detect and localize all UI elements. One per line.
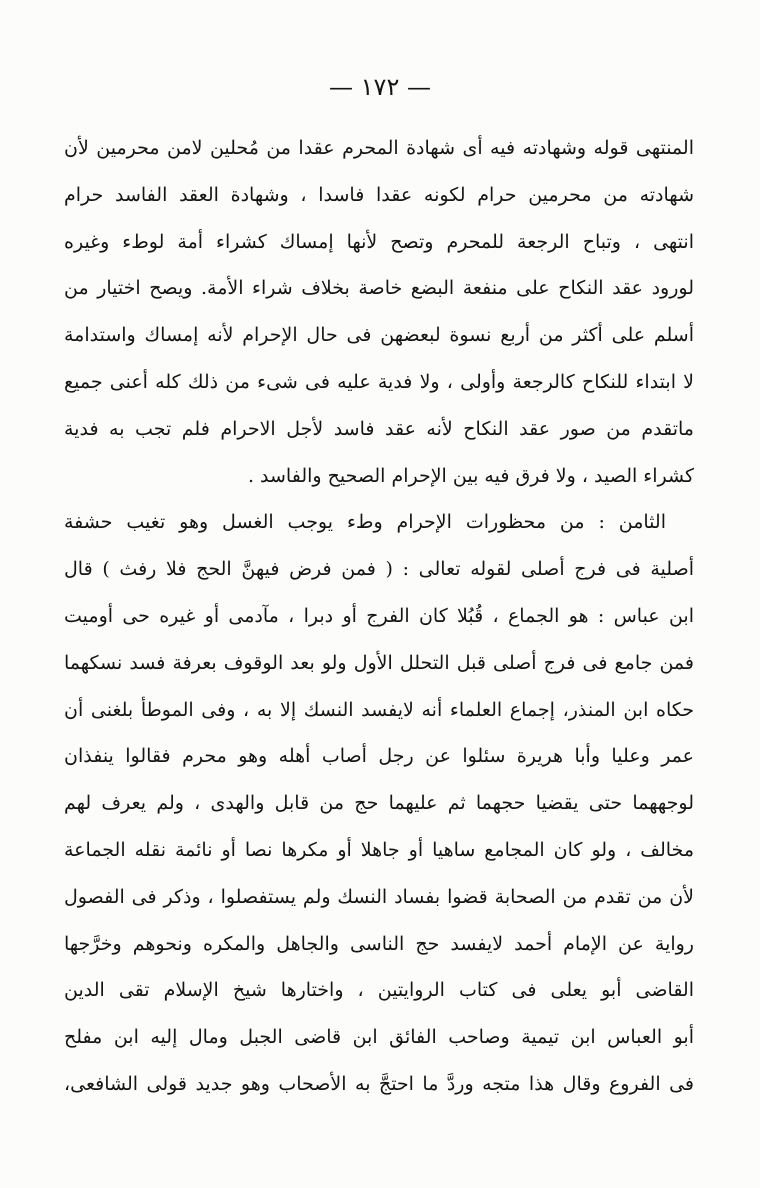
page-number: — ١٧٢ —	[329, 73, 431, 101]
text-line: ماتقدم من صور عقد النكاح لأنه عقد فاسد لأجل الاحرام فلم تجب به فدية	[64, 417, 694, 440]
text-line: ابن عباس : هو الجماع ، قُبُلا كان الفرج أو دبرا ، مآدمى أو غيره حى أوميت	[64, 604, 694, 627]
text-line: أصلية فى فرج أصلى لقوله تعالى : ( فمن فرض فيهنَّ الحج فلا رفث ) قال	[64, 558, 694, 581]
text-line: انتهى ، وتباح الرجعة للمحرم وتصح لأنها إمساك كشراء أمة لوطء وغيره	[64, 230, 694, 253]
text-line: مخالف ، ولو كان المجامع ساهيا أو جاهلا أو مكرها نصا أو نائمة نقله الجماعة	[64, 838, 694, 861]
text-line: شهادته من محرمين حرام لكونه عقدا فاسدا ، وشهادة العقد الفاسد حرام	[64, 183, 694, 206]
text-line: لا ابتداء للنكاح كالرجعة وأولى ، ولا فدية عليه فى شىء من ذلك كله أعنى جميع	[64, 370, 694, 393]
text-line: عمر وعليا وأبا هريرة سئلوا عن رجل أصاب أهله وهو محرم فقالوا ينفذان	[64, 745, 694, 768]
text-line: حكاه ابن المنذر، إجماع العلماء أنه لايفسد النسك إلا به ، وفى الموطأ بلغنى أن	[64, 698, 694, 721]
text-line: كشراء الصيد ، ولا فرق فيه بين الإحرام الصحيح والفاسد .	[247, 464, 694, 487]
text-line: الثامن : من محظورات الإحرام وطء يوجب الغسل وهو تغيب حشفة	[64, 511, 666, 534]
body-text	[64, 125, 694, 1108]
text-line: القاضى أبو يعلى فى كتاب الروايتين ، واختارها شيخ الإسلام تقى الدين	[64, 979, 694, 1002]
text-line: أسلم على أكثر من أربع نسوة لبعضهن فى حال الإحرام لأنه إمساك واستدامة	[64, 324, 694, 347]
text-line: فى الفروع وقال هذا متجه وردَّ ما احتجَّ به الأصحاب وهو جديد قولى الشافعى،	[64, 1072, 694, 1095]
text-line: فمن جامع فى فرج أصلى قبل التحلل الأول ولو بعد الوقوف بعرفة فسد نسكهما	[64, 651, 694, 674]
text-line: لورود عقد النكاح على منفعة البضع خاصة بخلاف شراء الأمة. ويصح اختيار من	[64, 277, 694, 300]
text-line: رواية عن الإمام أحمد لايفسد حج الناسى والجاهل والمكره ونحوهم وخرَّجها	[64, 932, 694, 955]
text-line: لوجههما حتى يقضيا حجهما ثم عليهما حج من قابل والهدى ، ولم يعرف لهم	[64, 792, 694, 815]
text-line: المنتهى قوله وشهادته فيه أى شهادة المحرم عقدا من مُحلين لامن محرمين لأن	[64, 137, 694, 159]
text-line: لأن من تقدم من الصحابة قضوا بفساد النسك ولم يستفصلوا ، وذكر فى الفصول	[64, 885, 694, 908]
text-line: أبو العباس ابن تيمية وصاحب الفائق ابن قاضى الجبل ومال إليه ابن مفلح	[64, 1026, 694, 1049]
